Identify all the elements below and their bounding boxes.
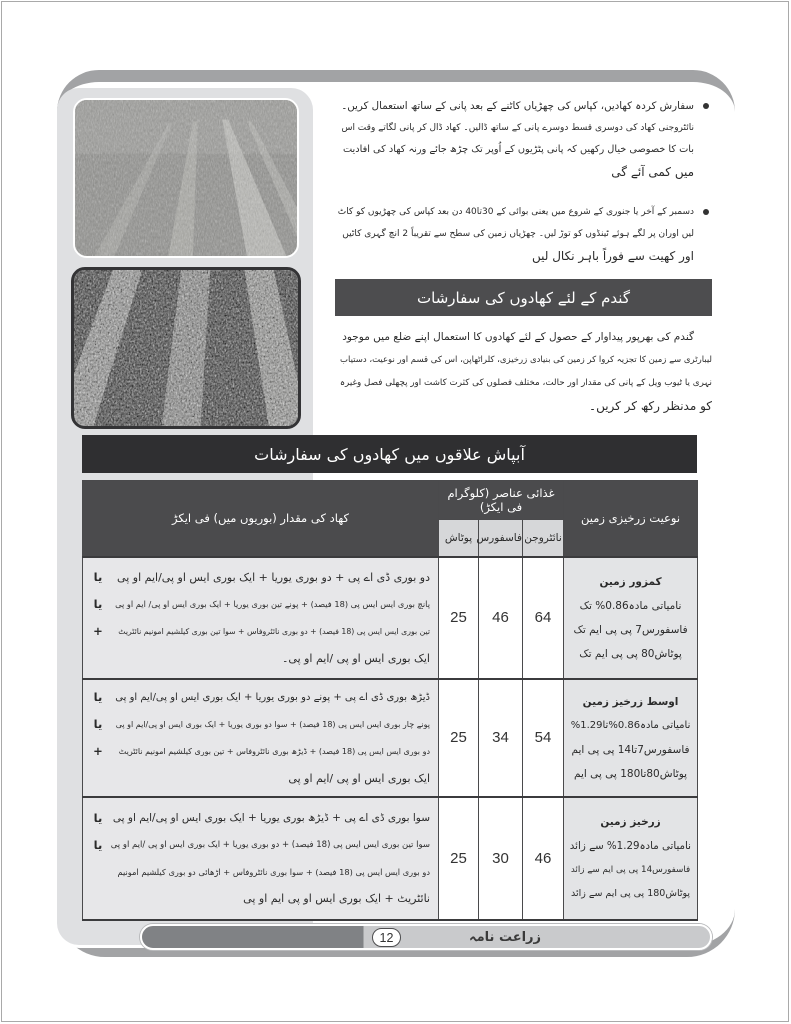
- paragraph-line: لیبارٹری سے زمین کا تجزیہ کروا کر زمین کی بنیادی زرخیزی، کلراٹھاپن، اس کی قسم اور نوعیت، دستیاب: [340, 355, 712, 365]
- soil-cell: [564, 679, 698, 797]
- option-connector: یا: [93, 810, 103, 825]
- paragraph-line: کو مدنظر رکھ کر کریں۔: [589, 399, 712, 413]
- soil-detail: فاسفورس7تا14 پی پی ایم: [571, 743, 690, 756]
- bullet-text-line: سفارش کردہ کھادیں، کپاس کی چھڑیاں کاٹنے کے بعد پانی کے ساتھ استعمال کریں۔: [341, 100, 694, 112]
- potash-value: 25: [439, 797, 479, 920]
- footer-bar: [140, 924, 712, 950]
- table-title: [82, 435, 697, 473]
- section-heading: [335, 279, 712, 316]
- fertilizer-option-text: دو بوری ایس ایس پی (18 فیصد) + سوا بوری نائٹروفاس + اڑھائی دو بوری کیلشیم امونیم: [117, 866, 430, 877]
- table-row: [83, 797, 698, 920]
- fertilizer-option-text: ایک بوری ایس او پی /ایم او پی۔: [281, 651, 430, 665]
- header-soil-fertility: نوعیت زرخیزی زمین: [564, 481, 698, 557]
- paragraph-line: گندم کی بھرپور پیداوار کے حصول کے لئے کھادوں کا استعمال اپنے ضلع میں موجود: [342, 331, 694, 343]
- fertilizer-option: [91, 885, 430, 912]
- fertilizer-option-text: ایک بوری ایس او پی /ایم او پی: [288, 771, 430, 785]
- potash-value: 25: [439, 557, 479, 679]
- header-nitrogen: نائٹروجن: [523, 520, 564, 557]
- wheat-field-image: [75, 100, 297, 256]
- fertilizer-option: [91, 684, 430, 711]
- phosphorus-value: 30: [479, 797, 523, 920]
- magazine-name: زراعت نامہ: [468, 929, 542, 945]
- fertilizer-option: [91, 804, 430, 831]
- table-title-text: آبپاش علاقوں میں کھادوں کی سفارشات: [254, 444, 525, 464]
- table-row: [83, 679, 698, 797]
- table-row: [83, 557, 698, 679]
- soil-cell: [564, 797, 698, 920]
- nitrogen-value: 64: [523, 557, 564, 679]
- fertilizer-option: [91, 564, 430, 591]
- header-fertilizer-amount: کھاد کی مقدار (بوریوں میں) فی ایکڑ: [83, 481, 439, 557]
- fertilizer-option-text: تین بوری ایس ایس پی (18 فیصد) + دو بوری نائٹروفاس + سوا تین بوری کیلشیم امونیم نائٹریٹ: [118, 626, 430, 636]
- soil-type: کمزور زمین: [599, 575, 662, 588]
- nitrogen-value: 46: [523, 797, 564, 920]
- soil-detail: نامیاتی مادہ0.86%تا1.29%: [570, 719, 691, 731]
- paragraph-line: نہری یا ٹیوب ویل کے پانی کی مقدار اور حالت، مختلف فصلوں کی کثرت کاشت اور پچھلی فصل وغیرہ: [339, 378, 712, 388]
- fertilizer-table: [82, 480, 698, 921]
- fertilizer-option-text: دو بوری ڈی اے پی + دو بوری یوریا + ایک بوری ایس او پی/ایم او پی: [117, 570, 430, 584]
- fertilizer-option: [91, 858, 430, 885]
- fertilizer-option-text: دو بوری ایس ایس پی (18 فیصد) + ڈیڑھ بوری نائٹروفاس + تین بوری کیلشیم امونیم نائٹریٹ: [118, 746, 430, 756]
- fertilizer-option-text: سوا تین بوری ایس ایس پی (18 فیصد) + دو بوری یوریا + ایک بوری ایس او پی /ایم او پی: [111, 839, 430, 850]
- fertilizer-cell: [83, 557, 439, 679]
- bullet-text-line: دسمبر کے آخر یا جنوری کے شروع میں یعنی بوائی کے 30تا40 دن بعد کپاس کی چھڑیوں کو کاٹ: [337, 207, 694, 217]
- fertilizer-option: [91, 711, 430, 738]
- wheat-closeup-photo: [71, 267, 301, 429]
- soil-detail: پوٹاش80تا180 پی پی ایم: [574, 767, 688, 780]
- wheat-closeup-image: [74, 270, 298, 426]
- bullet-list: [336, 95, 694, 267]
- header-nutrients: غذائی عناصر (کلوگرام فی ایکڑ): [439, 481, 564, 520]
- soil-detail: پوٹاش80 پی پی ایم تک: [579, 647, 682, 660]
- table-header-row: [83, 481, 698, 520]
- option-connector: یا: [93, 837, 103, 852]
- soil-detail: نامیاتی مادہ1.29% سے زائد: [570, 840, 692, 852]
- option-connector: +: [93, 744, 103, 758]
- header-potash: پوٹاش: [439, 520, 479, 557]
- bullet-text-line: بات کا خصوصی خیال رکھیں کہ پانی پٹڑیوں کے اُوپر تک چڑھ جائے ورنہ کھاد کی افادیت: [342, 144, 694, 155]
- phosphorus-value: 34: [479, 679, 523, 797]
- soil-type: اوسط زرخیز زمین: [582, 695, 679, 708]
- bullet-text-line: لیں اوران پر لگے ہوئے ٹینڈوں کو توڑ لیں۔ چھڑیاں زمین کی سطح سے تقریباً 2 انچ گہری کاٹیں: [342, 229, 694, 239]
- fertilizer-option-text: ڈیڑھ بوری ڈی اے پی + پونے دو بوری یوریا + ایک بوری ایس او پی/ایم او پی: [115, 691, 430, 703]
- fertilizer-option: [91, 765, 430, 792]
- soil-type: زرخیز زمین: [600, 816, 661, 828]
- bullet-item: [336, 95, 694, 183]
- soil-detail: پوٹاش180 پی پی ایم سے زائد: [571, 888, 691, 899]
- option-connector: یا: [93, 597, 103, 611]
- page-number: 12: [372, 928, 401, 947]
- phosphorus-value: 46: [479, 557, 523, 679]
- header-phosphorus: فاسفورس: [479, 520, 523, 557]
- fertilizer-option-text: سوا بوری ڈی اے پی + ڈیڑھ بوری یوریا + ایک بوری ایس او پی/ایم او پی: [112, 811, 430, 824]
- bullet-icon: [703, 103, 709, 109]
- fertilizer-option-text: نائٹریٹ + ایک بوری ایس او پی ایم او پی: [243, 892, 430, 905]
- wheat-field-photo: [73, 98, 299, 258]
- fertilizer-cell: [83, 797, 439, 920]
- bullet-text-line: میں کمی آئے گی: [611, 165, 694, 179]
- option-connector: یا: [93, 570, 103, 584]
- soil-detail: فاسفورس14 پی پی ایم سے زائد: [570, 865, 691, 875]
- soil-detail: نامیاتی مادہ0.86% تک: [579, 599, 682, 612]
- fertilizer-option: [91, 831, 430, 858]
- bullet-text-line: نائٹروجنی کھاد کی دوسری قسط دوسرے پانی کے ساتھ ڈالیں۔ کھاد ڈال کر پانی لگاتے وقت اس: [341, 123, 694, 133]
- soil-detail: فاسفورس7 پی پی ایم تک: [573, 623, 688, 636]
- option-connector: یا: [93, 690, 103, 704]
- soil-cell: [564, 557, 698, 679]
- fertilizer-option-text: پونے چار بوری ایس ایس پی (18 فیصد) + سوا دو بوری یوریا + ایک بوری ایس او پی/ایم او پی: [115, 719, 430, 729]
- section-paragraph: [338, 326, 712, 418]
- bullet-text-line: اور کھیت سے فوراً باہر نکال لیں: [531, 249, 694, 263]
- potash-value: 25: [439, 679, 479, 797]
- fertilizer-option: [91, 645, 430, 672]
- bullet-item: [336, 201, 694, 267]
- nitrogen-value: 54: [523, 679, 564, 797]
- option-connector: +: [93, 624, 103, 638]
- fertilizer-option-text: پانچ بوری ایس ایس پی (18 فیصد) + پونے تین بوری یوریا + ایک بوری ایس او پی/ ایم او پی: [115, 599, 430, 609]
- fertilizer-option: [91, 618, 430, 645]
- option-connector: یا: [93, 717, 103, 731]
- fertilizer-option: [91, 591, 430, 618]
- bullet-icon: [703, 209, 709, 215]
- section-heading-text: گندم کے لئے کھادوں کی سفارشات: [417, 288, 630, 307]
- fertilizer-cell: [83, 679, 439, 797]
- fertilizer-option: [91, 738, 430, 765]
